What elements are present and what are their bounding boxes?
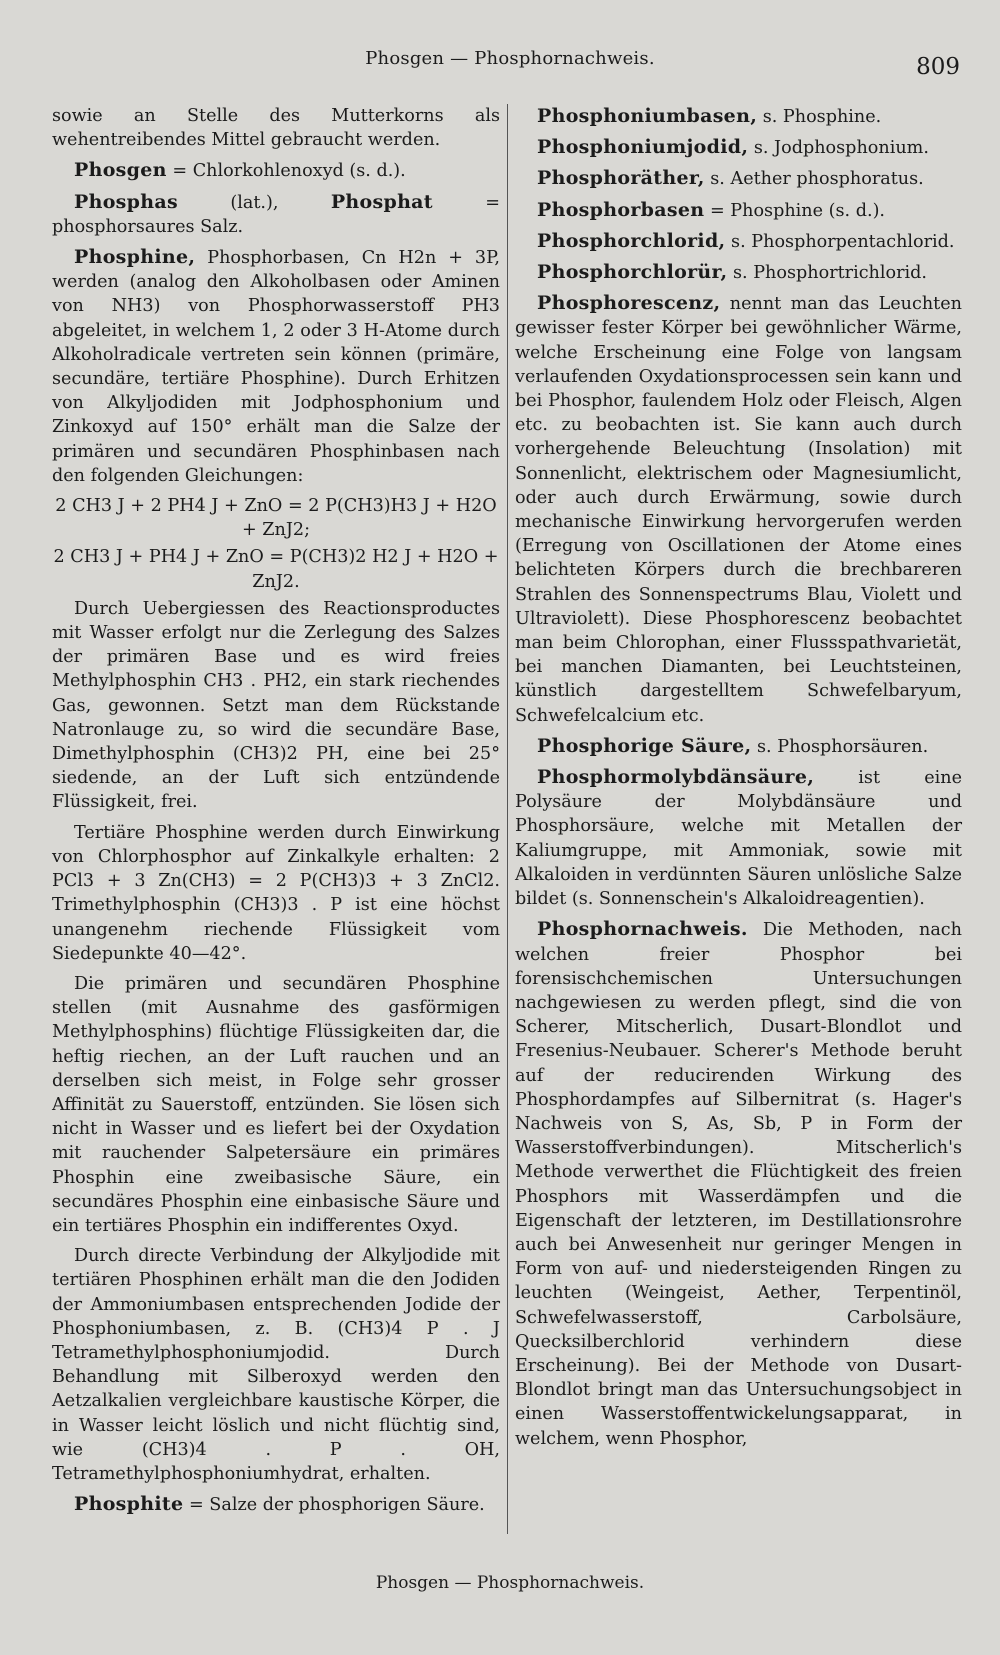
right-column: [515, 104, 962, 1457]
headword: Phosphas: [74, 190, 178, 213]
equation: 2 CH3 J + 2 PH4 J + ZnO = 2 P(CH3)H3 J + H2O + ZnJ2;: [55, 496, 497, 541]
entry-phosphorbasen: Phosphorbasen = Phosphine (s. d.).: [537, 198, 886, 221]
paragraph: Durch Uebergiessen des Reactionsproductes mit Wasser erfolgt nur die Zerlegung des Salzes der primären Base und es wird freies Methylphosphin CH3 . PH2, ein stark riechendes Gas, gewonnen. Setzt man dem Rückstande Natronlauge zu, so wird die secundäre Base, Dimethylphosphin (CH3)2 PH, eine bei 25° siedende, an der Luft sich entzündende Flüssigkeit, frei.: [52, 598, 500, 813]
paragraph: Tertiäre Phosphine werden durch Einwirkung von Chlorphosphor auf Zinkalkyle erhalten: 2 PCl3 + 3 Zn(CH3) = 2 P(CH3)3 + 3 ZnCl2. Trimethylphosphin (CH3)3 . P ist eine höchst unangenehm riechende Flüssigkeit vom Siedepunkte 40—42°.: [52, 822, 500, 964]
header-title: Phosgen — Phosphornachweis.: [365, 48, 655, 69]
headword: Phosphat: [330, 190, 433, 213]
entry-phosphormolybdaensaeure: Phosphormolybdänsäure, ist eine Polysäure der Molybdänsäure und Phosphorsäure, welche mit Metallen der Kaliumgruppe, mit Ammoniak, sowie mit Alkaloiden in verdünnten Säuren unlösliche Salze bildet (s. Sonnenschein's Alkaloidreagentien).: [515, 766, 962, 910]
headword: Phosphornachweis.: [537, 918, 748, 941]
running-header: [60, 44, 960, 84]
headword: Phosphormolybdänsäure,: [537, 766, 815, 789]
entry-phosphorchlorid: Phosphorchlorid, s. Phosphorpentachlorid.: [537, 229, 955, 252]
entry-phosphorescenz: Phosphorescenz, nennt man das Leuchten gewisser fester Körper bei gewöhnlicher Wärme, welche Erscheinung eine Folge von langsam verlaufenden Oxydationsprocessen sein kann und bei Phosphor, faulendem Holz oder Fleisch, Algen etc. zu beobachten ist. Sie kann auch durch vorhergehende Beleuchtung (Insolation) mit Sonnenlicht, elektrischem oder Magnesiumlicht, oder auch durch Erwärmung, sowie durch mechanische Einwirkung hervorgerufen werden (Erregung von Oscillationen der Atome eines belichteten Körpers durch die brechbareren Strahlen des Sonnenspectrums Blau, Violett und Ultraviolett). Diese Phosphorescenz beobachtet man beim Chlorophan, einer Flussspathvarietät, bei manchen Diamanten, bei Leuchtsteinen, künstlich dargestelltem Schwefelbaryum, Schwefelcalcium etc.: [515, 292, 962, 726]
entry-phosphornachweis: Phosphornachweis. Die Methoden, nach welchen freier Phosphor bei forensischchemischen Untersuchungen nachgewiesen zu werden pflegt, sind die von Scherer, Mitscherlich, Dusart-Blondlot und Fresenius-Neubauer. Scherer's Methode beruht auf der reducirenden Wirkung des Phosphordampfes auf Silbernitrat (s. Hager's Nachweis von S, As, Sb, P in Form der Wasserstoffverbindungen). Mitscherlich's Methode verwerthet die Flüchtigkeit des freien Phosphors mit Wasserdämpfen und die Eigenschaft der letzteren, im Destillationsrohre auch bei Anwesenheit nur geringer Mengen in Form von auf- und niedersteigenden Ringen zu leuchten (Weingeist, Aether, Terpentinöl, Schwefelwasserstoff, Carbolsäure, Quecksilberchlorid verhindern diese Erscheinung). Bei der Methode von Dusart-Blondlot bringt man das Untersuchungsobject in einen Wasserstoffentwickelungsapparat, in welchem, wenn Phosphor,: [515, 918, 962, 1449]
left-column: [52, 104, 500, 1523]
running-footer: Phosgen — Phosphornachweis.: [375, 1573, 645, 1593]
headword: Phosphite: [74, 1493, 184, 1516]
entry-phosphoniumbasen: Phosphoniumbasen, s. Phosphine.: [537, 105, 882, 127]
headword: Phosphorbasen: [537, 198, 705, 221]
entry-phosphorchloruer: Phosphorchlorür, s. Phosphortrichlorid.: [537, 261, 928, 284]
entry-phosphoraether: Phosphoräther, s. Aether phosphoratus.: [537, 167, 924, 190]
headword: Phosphorchlorür,: [537, 261, 728, 284]
paragraph: sowie an Stelle des Mutterkorns als wehentreibendes Mittel gebraucht werden.: [52, 106, 500, 151]
entry-phosphas: Phosphas (lat.), Phosphat = phosphorsaures Salz.: [52, 190, 500, 237]
entry-phosphoniumjodid: Phosphoniumjodid, s. Jodphosphonium.: [537, 136, 929, 159]
headword: Phosphorescenz,: [537, 292, 721, 315]
paragraph: Durch directe Verbindung der Alkyljodide mit tertiären Phosphinen erhält man die den Jodiden der Ammoniumbasen entsprechenden Jodide der Phosphoniumbasen, z. B. (CH3)4 P . J Tetramethylphosphoniumjodid. Durch Behandlung mit Silberoxyd werden den Aetzalkalien vergleichbare kaustische Körper, die in Wasser leicht löslich und nicht flüchtig sind, wie (CH3)4 . P . OH, Tetramethylphosphoniumhydrat, erhalten.: [52, 1246, 500, 1484]
headword: Phosphoniumjodid,: [537, 136, 749, 159]
headword: Phosphoniumbasen,: [537, 105, 758, 127]
headword: Phosphorige Säure,: [537, 734, 752, 757]
headword: Phosphine,: [74, 246, 196, 269]
equation: 2 CH3 J + PH4 J + ZnO = P(CH3)2 H2 J + H2O + ZnJ2.: [53, 547, 499, 592]
entry-phosgen: Phosgen = Chlorkohlenoxyd (s. d.).: [74, 159, 406, 182]
entry-phosphorige-saeure: Phosphorige Säure, s. Phosphorsäuren.: [537, 734, 929, 757]
headword: Phosgen: [74, 159, 167, 182]
page-number: 809: [916, 54, 960, 80]
entry-phosphine: Phosphine, Phosphorbasen, Cn H2n + 3P, werden (analog den Alkoholbasen oder Aminen von NH3) von Phosphorwasserstoff PH3 abgeleitet, in welchem 1, 2 oder 3 H-Atome durch Alkoholradicale vertreten sein können (primäre, secundäre, tertiäre Phosphine). Durch Erhitzen von Alkyljodiden mit Jodphosphonium und Zinkoxyd auf 150° erhält man die Salze der primären und secundären Phosphinbasen nach den folgenden Gleichungen:: [52, 246, 500, 486]
headword: Phosphoräther,: [537, 167, 705, 190]
column-divider: [507, 104, 508, 1534]
paragraph: Die primären und secundären Phosphine stellen (mit Ausnahme des gasförmigen Methylphosphins) flüchtige Flüssigkeiten dar, die heftig riechen, an der Luft rauchen und an derselben sich meist, in Folge sehr grosser Affinität zu Sauerstoff, entzünden. Sie lösen sich nicht in Wasser und es liefert bei der Oxydation mit rauchender Salpetersäure ein primäres Phosphin eine zweibasische Säure, ein secundäres Phosphin eine einbasische Säure und ein tertiäres Phosphin ein indifferentes Oxyd.: [52, 973, 500, 1236]
entry-phosphite: Phosphite = Salze der phosphorigen Säure.: [74, 1493, 485, 1516]
headword: Phosphorchlorid,: [537, 229, 726, 252]
